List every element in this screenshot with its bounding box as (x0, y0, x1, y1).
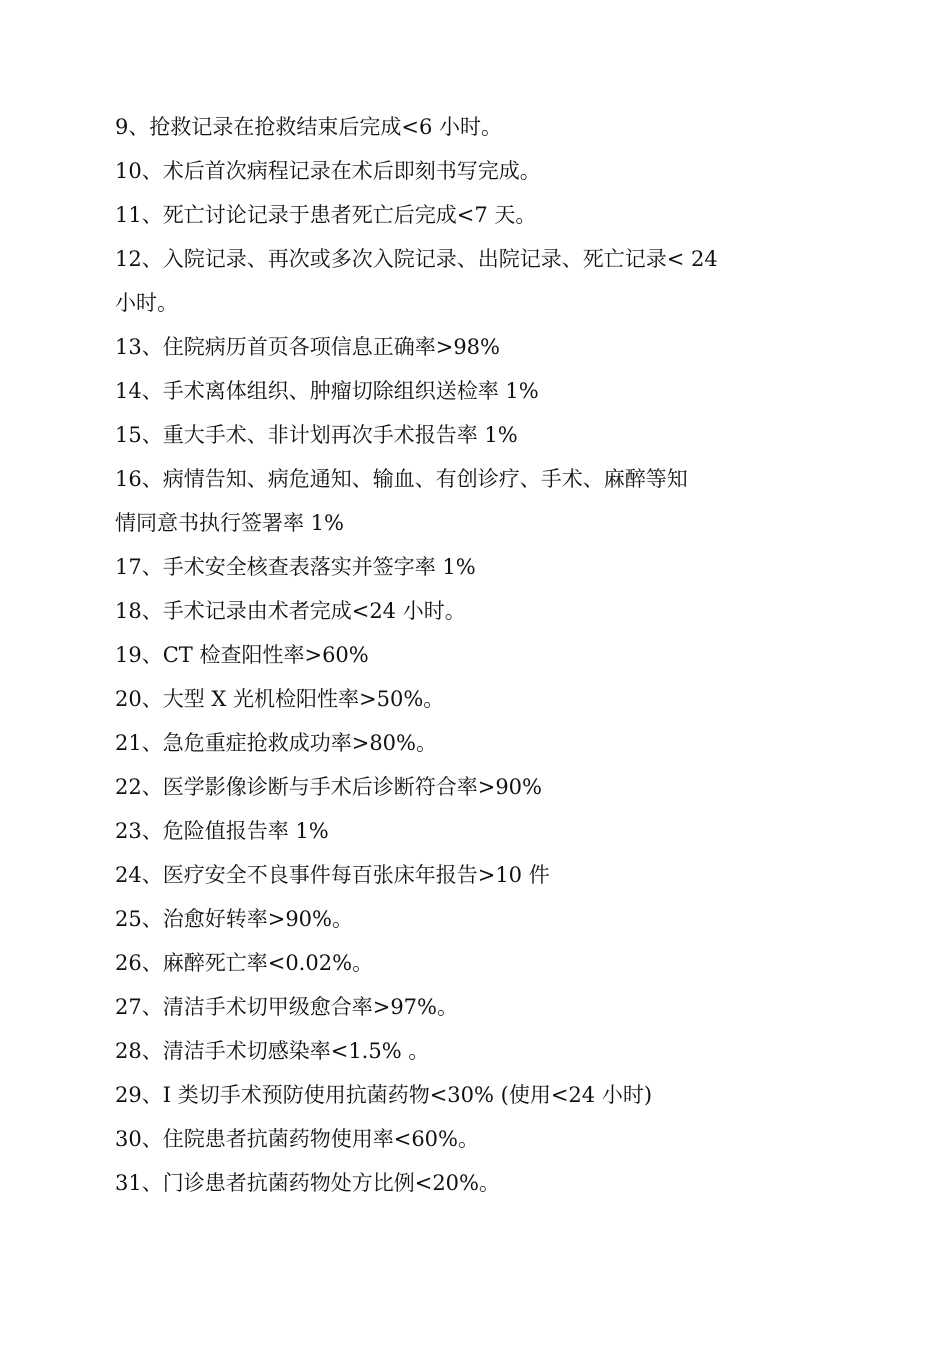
text-line: 情同意书执行签署率 1% (115, 511, 344, 535)
text-line: 28、清洁手术切感染率<1.5% 。 (115, 1039, 430, 1063)
text-line: 23、危险值报告率 1% (115, 819, 329, 843)
text-line: 19、CT 检查阳性率>60% (115, 643, 369, 667)
text-line: 22、医学影像诊断与手术后诊断符合率>90% (115, 775, 542, 799)
text-line: 30、住院患者抗菌药物使用率<60%。 (115, 1127, 479, 1151)
text-line: 18、手术记录由术者完成<24 小时。 (115, 599, 466, 623)
text-line: 12、入院记录、再次或多次入院记录、出院记录、死亡记录< 24 (115, 247, 718, 271)
text-line: 9、抢救记录在抢救结束后完成<6 小时。 (115, 115, 502, 139)
text-line: 29、I 类切手术预防使用抗菌药物<30% (使用<24 小时) (115, 1083, 653, 1107)
text-line: 13、住院病历首页各项信息正确率>98% (115, 335, 500, 359)
text-line: 21、急危重症抢救成功率>80%。 (115, 731, 437, 755)
text-line: 20、大型 X 光机检阳性率>50%。 (115, 687, 445, 711)
text-line: 17、手术安全核查表落实并签字率 1% (115, 555, 476, 579)
text-line: 小时。 (115, 291, 178, 315)
document-body (115, 105, 835, 1205)
text-line: 24、医疗安全不良事件每百张床年报告>10 件 (115, 863, 550, 887)
text-line: 25、治愈好转率>90%。 (115, 907, 353, 931)
text-line: 31、门诊患者抗菌药物处方比例<20%。 (115, 1171, 500, 1195)
text-line: 26、麻醉死亡率<0.02%。 (115, 951, 374, 975)
text-line: 14、手术离体组织、肿瘤切除组织送检率 1% (115, 379, 539, 403)
text-line: 11、死亡讨论记录于患者死亡后完成<7 天。 (115, 203, 537, 227)
text-line: 15、重大手术、非计划再次手术报告率 1% (115, 423, 518, 447)
text-line: 27、清洁手术切甲级愈合率>97%。 (115, 995, 458, 1019)
text-line: 16、病情告知、病危通知、输血、有创诊疗、手术、麻醉等知 (115, 467, 688, 491)
text-line: 10、术后首次病程记录在术后即刻书写完成。 (115, 159, 541, 183)
